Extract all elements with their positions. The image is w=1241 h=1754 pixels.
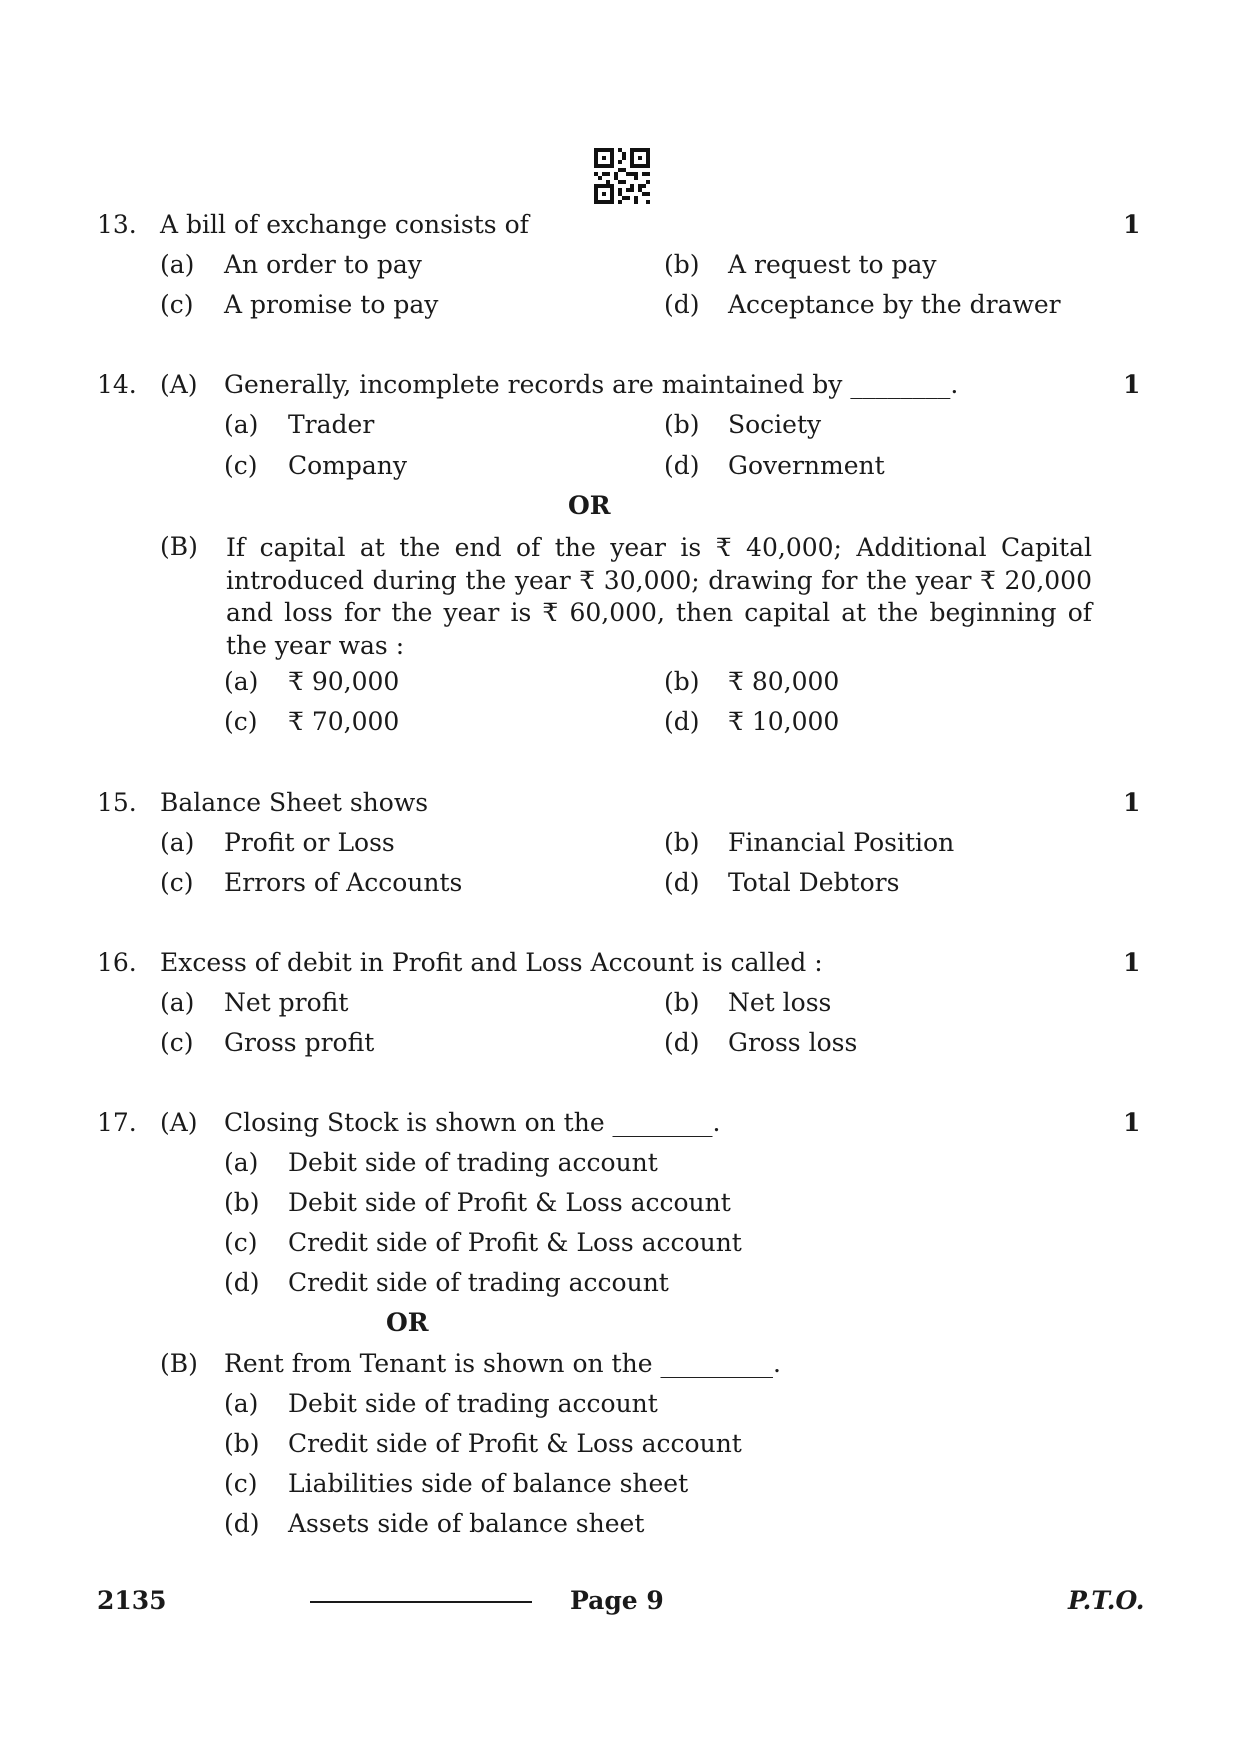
option-text: Debit side of trading account	[288, 1389, 658, 1418]
option-label: (d)	[664, 868, 700, 897]
question-text: Generally, incomplete records are maintained by ________.	[224, 370, 959, 399]
question-number: 17.	[97, 1108, 137, 1137]
option-text: Credit side of trading account	[288, 1268, 669, 1297]
question-number: 14.	[97, 370, 137, 399]
option-label: (d)	[664, 1028, 700, 1057]
option-label: (c)	[160, 1028, 194, 1057]
marks: 1	[1123, 788, 1141, 817]
question-number: 13.	[97, 210, 137, 239]
option-text: Liabilities side of balance sheet	[288, 1469, 689, 1498]
option-label: (a)	[224, 1389, 259, 1418]
option-label: (d)	[224, 1509, 260, 1538]
question-number: 16.	[97, 948, 137, 977]
option-text: Net loss	[728, 988, 832, 1017]
marks: 1	[1123, 948, 1141, 977]
option-label: (b)	[664, 410, 700, 439]
option-text: ₹ 80,000	[728, 667, 840, 696]
paper-code: 2135	[97, 1586, 167, 1615]
option-text: Society	[728, 410, 822, 439]
question-text: If capital at the end of the year is ₹ 40,000; Additional Capital introduced during the year ₹ 30,000; drawing for the year ₹ 20,000 and loss for the year is ₹ 60,000, then capital at the beginning of the year was :	[226, 533, 1092, 660]
option-label: (d)	[664, 451, 700, 480]
question-number: 15.	[97, 788, 137, 817]
option-text: Errors of Accounts	[224, 868, 463, 897]
question-text: Closing Stock is shown on the ________.	[224, 1108, 721, 1137]
marks: 1	[1123, 370, 1141, 399]
question-text: Rent from Tenant is shown on the _________.	[224, 1349, 781, 1378]
option-label: (c)	[224, 707, 258, 736]
option-label: (b)	[664, 667, 700, 696]
option-label: (b)	[224, 1188, 260, 1217]
option-text: Government	[728, 451, 885, 480]
footer-rule	[310, 1601, 532, 1603]
part-label: (A)	[160, 370, 198, 399]
pto-label: P.T.O.	[1068, 1586, 1145, 1615]
question-text: A bill of exchange consists of	[160, 210, 529, 239]
option-text: An order to pay	[224, 250, 422, 279]
option-label: (d)	[664, 707, 700, 736]
option-text: A promise to pay	[224, 290, 439, 319]
option-label: (a)	[160, 988, 195, 1017]
option-label: (b)	[664, 988, 700, 1017]
option-label: (a)	[224, 410, 259, 439]
option-label: (b)	[664, 828, 700, 857]
qr-code	[594, 148, 650, 204]
option-text: Assets side of balance sheet	[288, 1509, 645, 1538]
option-label: (d)	[224, 1268, 260, 1297]
or-separator: OR	[386, 1308, 429, 1337]
option-label: (c)	[224, 1469, 258, 1498]
option-label: (a)	[160, 828, 195, 857]
part-label: (B)	[160, 532, 198, 561]
option-text: Credit side of Profit & Loss account	[288, 1228, 742, 1257]
page-number: Page 9	[570, 1586, 664, 1615]
option-text: Acceptance by the drawer	[728, 290, 1061, 319]
marks: 1	[1123, 210, 1141, 239]
option-label: (c)	[160, 290, 194, 319]
question-text: Balance Sheet shows	[160, 788, 429, 817]
option-label: (c)	[224, 1228, 258, 1257]
option-label: (b)	[664, 250, 700, 279]
option-text: Trader	[288, 410, 375, 439]
option-label: (b)	[224, 1429, 260, 1458]
option-text: Gross profit	[224, 1028, 375, 1057]
option-text: ₹ 10,000	[728, 707, 840, 736]
option-text: ₹ 70,000	[288, 707, 400, 736]
option-label: (c)	[224, 451, 258, 480]
option-text: Profit or Loss	[224, 828, 395, 857]
option-text: Company	[288, 451, 408, 480]
option-text: Credit side of Profit & Loss account	[288, 1429, 742, 1458]
option-text: Gross loss	[728, 1028, 858, 1057]
option-text: Debit side of Profit & Loss account	[288, 1188, 731, 1217]
option-text: Net profit	[224, 988, 349, 1017]
option-text: ₹ 90,000	[288, 667, 400, 696]
option-text: Debit side of trading account	[288, 1148, 658, 1177]
option-text: Financial Position	[728, 828, 955, 857]
part-label: (B)	[160, 1349, 198, 1378]
option-text: Total Debtors	[728, 868, 900, 897]
or-separator: OR	[568, 491, 611, 520]
part-label: (A)	[160, 1108, 198, 1137]
question-text: Excess of debit in Profit and Loss Account is called :	[160, 948, 823, 977]
option-label: (d)	[664, 290, 700, 319]
option-label: (a)	[160, 250, 195, 279]
option-label: (a)	[224, 1148, 259, 1177]
option-label: (a)	[224, 667, 259, 696]
option-text: A request to pay	[728, 250, 937, 279]
marks: 1	[1123, 1108, 1141, 1137]
option-label: (c)	[160, 868, 194, 897]
